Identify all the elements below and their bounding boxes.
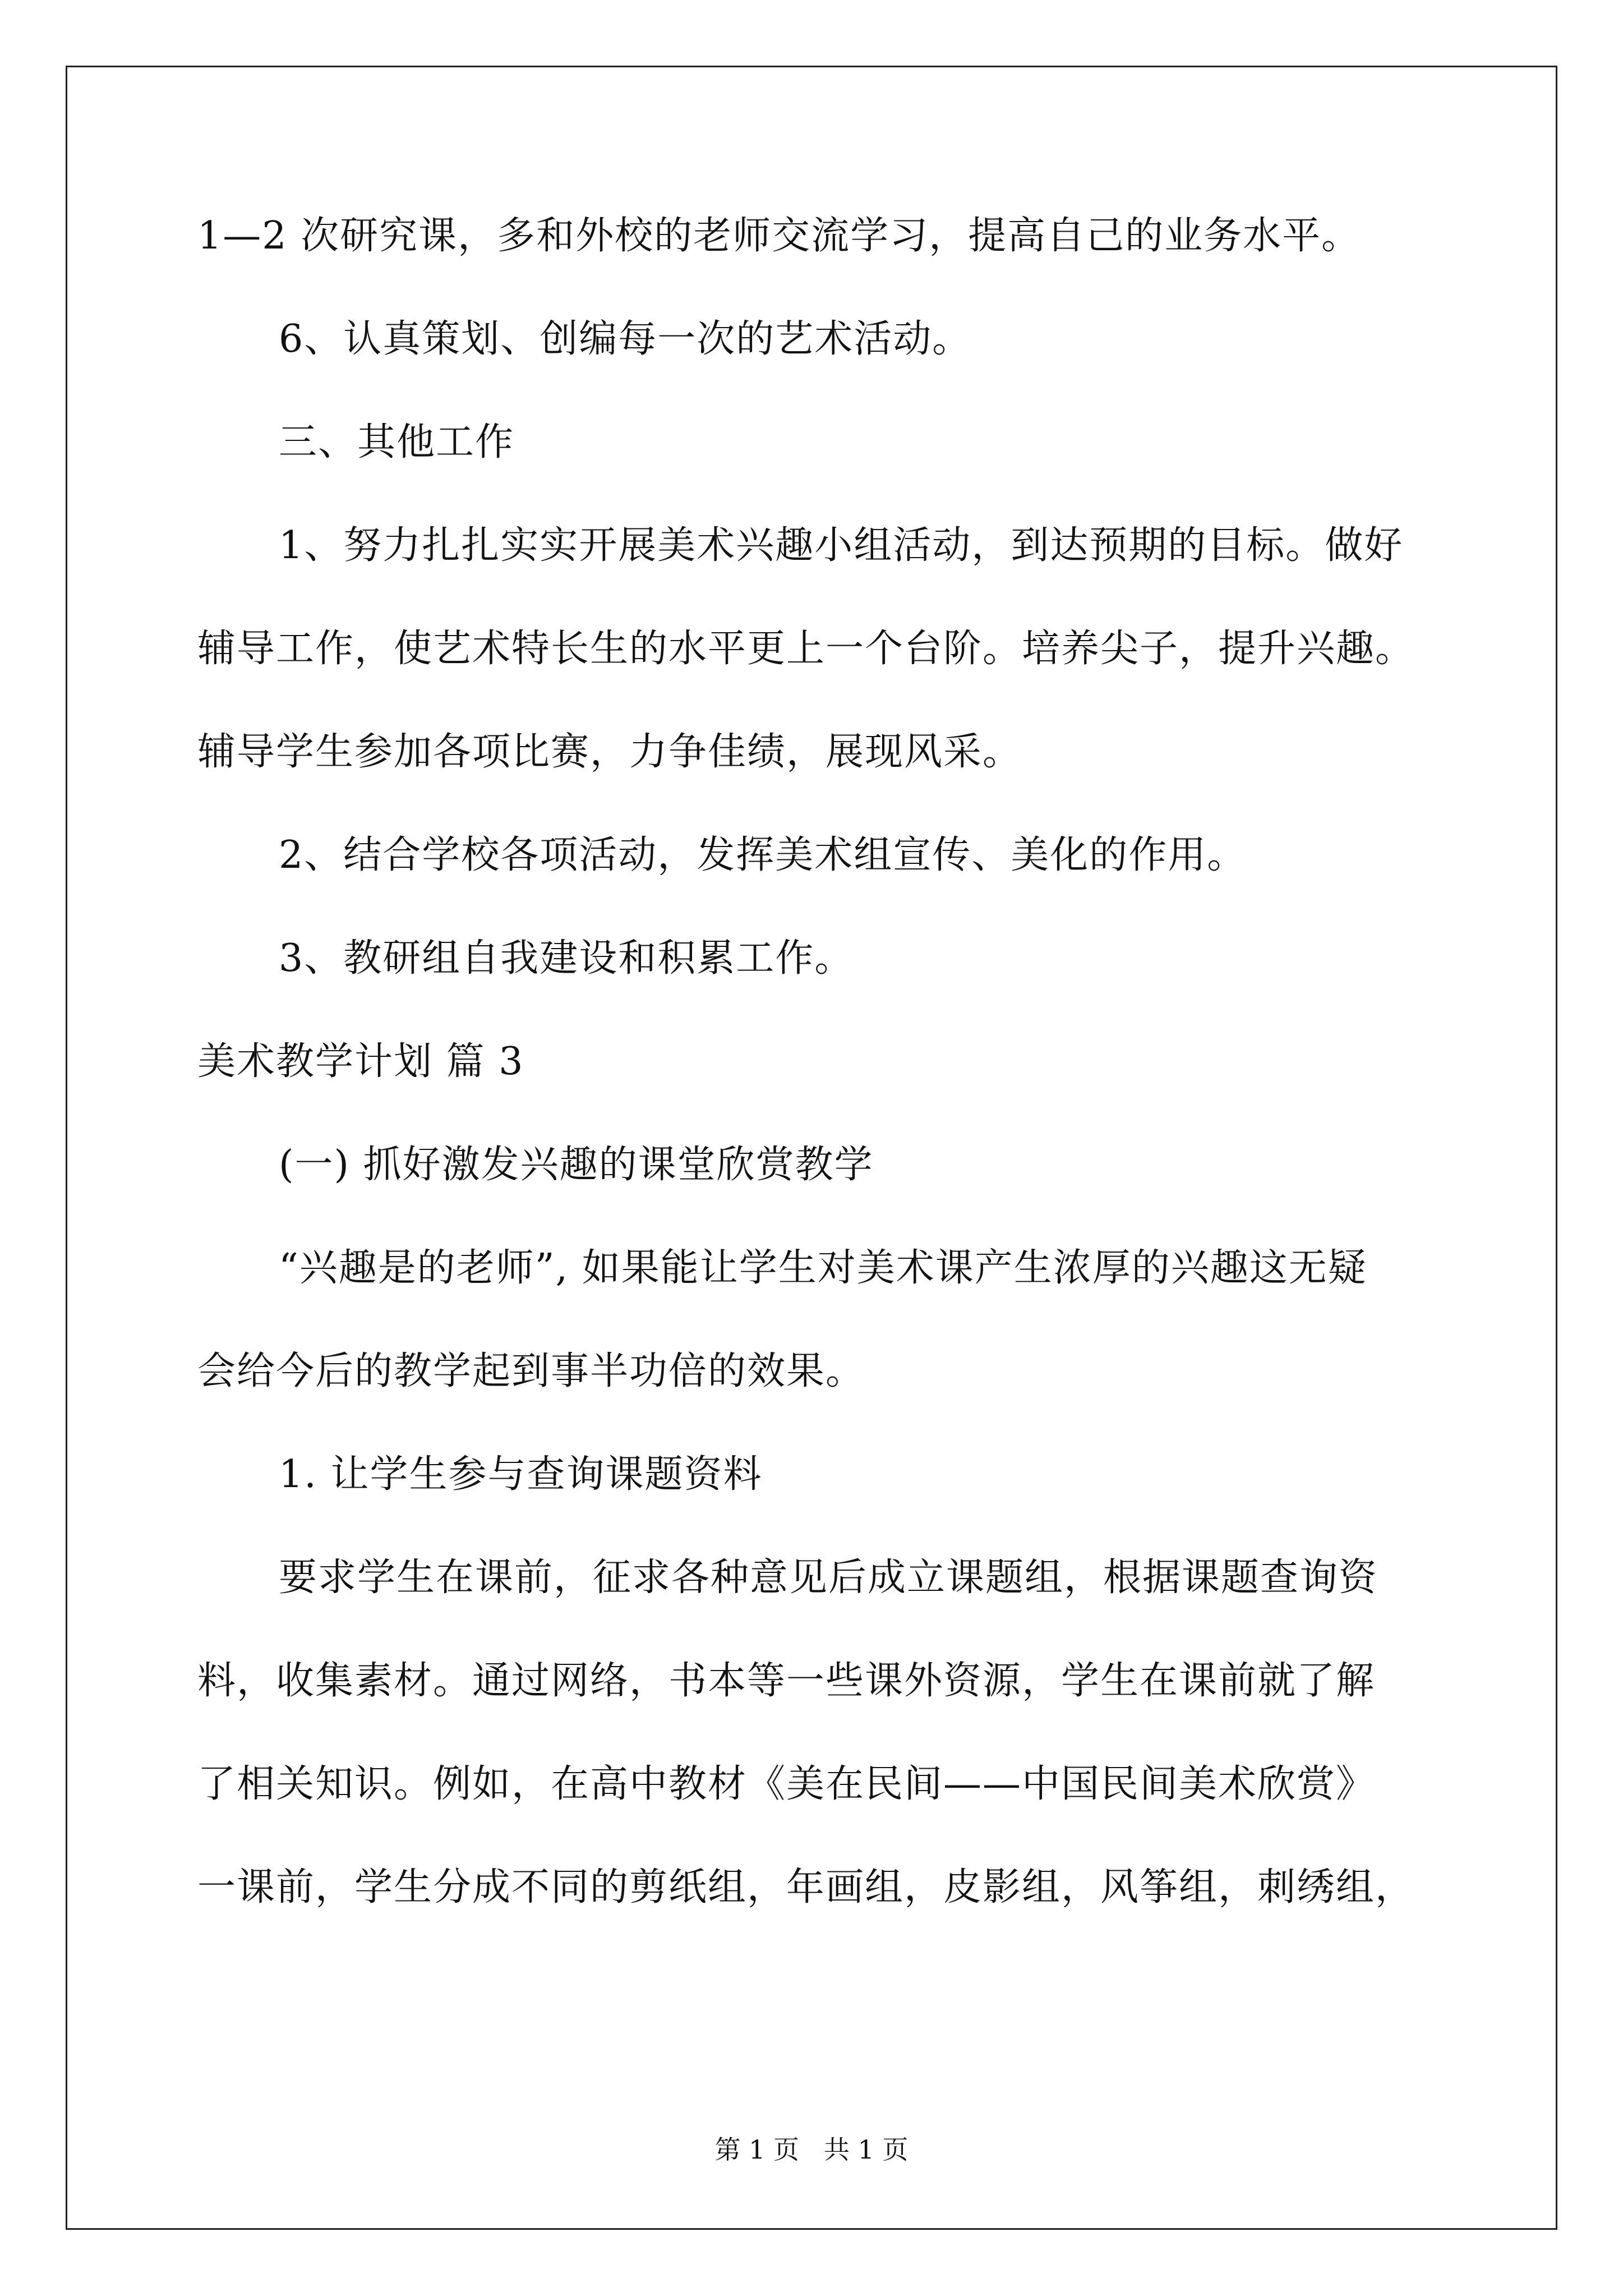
text-line-5: 辅导工作，使艺术特长生的水平更上一个台阶。培养尖子，提升兴趣。 — [197, 627, 1415, 671]
text-line-11: “兴趣是的老师”, 如果能让学生对美术课产生浓厚的兴趣这无疑 — [279, 1246, 1367, 1290]
page-number-footer: 第 1 页 共 1 页 — [714, 2134, 909, 2165]
text-line-1: 1—2 次研究课，多和外校的老师交流学习，提高自己的业务水平。 — [197, 214, 1361, 258]
text-line-4: 1、努力扎扎实实开展美术兴趣小组活动，到达预期的目标。做好 — [279, 523, 1404, 568]
text-line-16: 了相关知识。例如，在高中教材《美在民间——中国民间美术欣赏》 — [197, 1762, 1376, 1806]
text-line-2: 6、认真策划、创编每一次的艺术活动。 — [279, 317, 972, 361]
text-line-15: 料，收集素材。通过网络，书本等一些课外资源，学生在课前就了解 — [197, 1659, 1376, 1703]
subheading-interest-teaching: (一) 抓好激发兴趣的课堂欣赏教学 — [279, 1143, 874, 1187]
text-line-14: 要求学生在课前，征求各种意见后成立课题组，根据课题查询资 — [279, 1556, 1378, 1600]
text-line-17: 一课前，学生分成不同的剪纸组，年画组，皮影组，风筝组，刺绣组， — [197, 1865, 1415, 1910]
section-heading-other-work: 三、其他工作 — [279, 420, 515, 464]
section-title-plan-3: 美术教学计划 篇 3 — [197, 1039, 524, 1084]
text-line-8: 3、教研组自我建设和积累工作。 — [279, 936, 854, 981]
subheading-student-research: 1. 让学生参与查询课题资料 — [279, 1452, 763, 1497]
text-line-7: 2、结合学校各项活动，发挥美术组宣传、美化的作用。 — [279, 833, 1247, 877]
text-line-12: 会给今后的教学起到事半功倍的效果。 — [197, 1349, 865, 1393]
text-line-6: 辅导学生参加各项比赛，力争佳绩，展现风采。 — [197, 730, 1022, 774]
